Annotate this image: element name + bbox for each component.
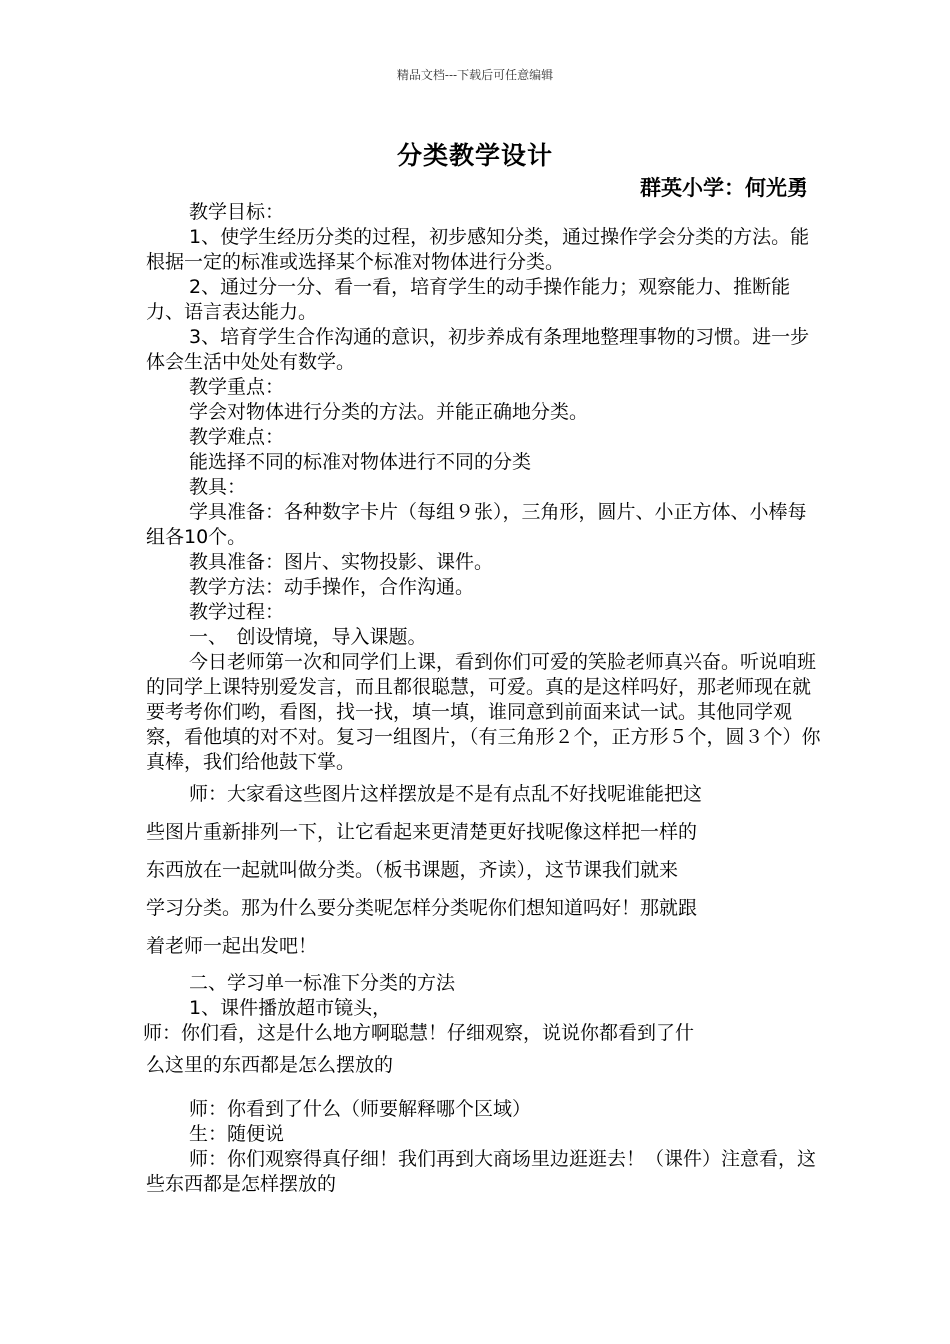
paragraph-student-aids: 学具准备：各种数字卡片（每组９张），三角形，圆片、小正方体、小棒每组各10个。 [146, 501, 807, 548]
paragraph-teacher-question: 师：你们看，这是什么地方啊聪慧！仔细观察，说说你都看到了什 [143, 1022, 695, 1044]
paragraph-teacher-line: 师：大家看这些图片这样摆放是不是有点乱不好找呢谁能把这 [189, 783, 703, 805]
paragraph-student-answer: 生：随便说 [189, 1123, 285, 1145]
paragraph-teacher-line-cont-3: 学习分类。那为什么要分类呢怎样分类呢你们想知道吗好！那就跟 [146, 897, 698, 919]
paragraph-teacher-aids: 教具准备：图片、实物投影、课件。 [189, 551, 494, 573]
section-heading-difficulties: 教学难点： [189, 426, 285, 448]
paragraph-difficulties: 能选择不同的标准对物体进行不同的分类 [189, 451, 532, 473]
section-heading-aids: 教具： [189, 476, 247, 498]
paragraph-goal-2: 2、通过分一分、看一看，培育学生的动手操作能力；观察能力、推断能力、语言表达能力。 [146, 276, 791, 323]
paragraph-teacher-line-cont-1: 些图片重新排列一下，让它看起来更清楚更好找呢像这样把一样的 [146, 821, 698, 843]
paragraph-teacher-question-cont: 么这里的东西都是怎么摆放的 [146, 1054, 394, 1076]
paragraph-teacher-line-cont-4: 着老师一起出发吧！ [146, 935, 318, 957]
paragraph-goal-1: 1、使学生经历分类的过程，初步感知分类，通过操作学会分类的方法。能根据一定的标准或选择某个标准对物体进行分类。 [146, 226, 810, 273]
subsection-heading-1: 一、 创设情境，导入课题。 [189, 626, 427, 648]
header-note: 精品文档---下载后可任意编辑 [396, 68, 554, 82]
paragraph-intro-story: 今日老师第一次和同学们上课，看到你们可爱的笑脸老师真兴奋。听说咱班的同学上课特别爱发言，而且都很聪慧，可爱。真的是这样吗好，那老师现在就要考考你们哟，看图，找一找，填一填，谁同意到前面来试一试。其他同学观察，看他填的对不对。复习一组图片，（有三角形２个，正方形５个，圆３个）你真棒，我们给他鼓下掌。 [146, 651, 821, 773]
section-heading-process: 教学过程： [189, 601, 285, 623]
paragraph-supermarket: 1、课件播放超市镜头， [189, 997, 392, 1019]
subsection-heading-2: 二、学习单一标准下分类的方法 [189, 972, 456, 994]
author-line: 群英小学：何光勇 [640, 176, 808, 200]
paragraph-teacher-line-cont-2: 东西放在一起就叫做分类。（板书课题，齐读），这节课我们就来 [146, 859, 679, 881]
section-heading-goals: 教学目标： [189, 201, 285, 223]
document-body [143, 200, 821, 1197]
page-title: 分类教学设计 [396, 141, 553, 170]
paragraph-teacher-praise: 师：你们观察得真仔细！我们再到大商场里边逛逛去！（课件）注意看，这些东西都是怎样摆放的 [146, 1148, 817, 1195]
section-heading-key-points: 教学重点： [189, 376, 285, 398]
paragraph-goal-3: 3、培育学生合作沟通的意识，初步养成有条理地整理事物的习惯。进一步体会生活中处处有数学。 [146, 326, 810, 373]
paragraph-teacher-ask: 师：你看到了什么（师要解释哪个区域） [189, 1098, 532, 1120]
paragraph-methods: 教学方法：动手操作，合作沟通。 [189, 576, 475, 598]
paragraph-key-points: 学会对物体进行分类的方法。并能正确地分类。 [189, 401, 589, 423]
